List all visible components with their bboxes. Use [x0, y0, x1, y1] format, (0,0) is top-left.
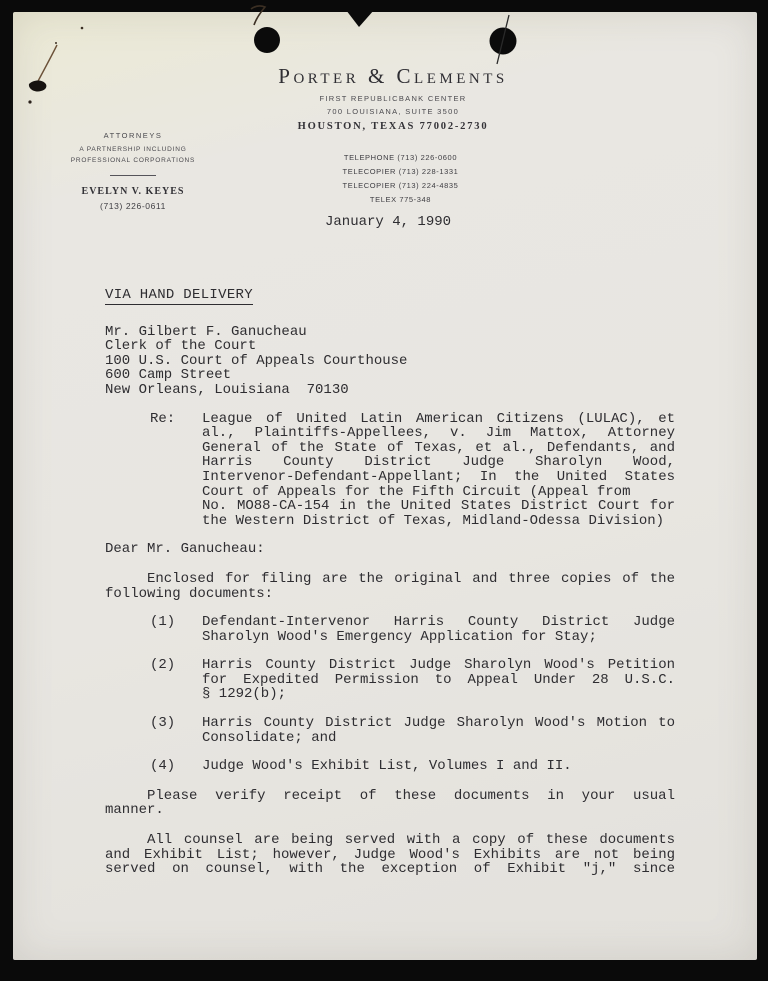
- text-line: Harris County District Judge Sharolyn Wood's Petition: [202, 657, 675, 674]
- delivery-method: [105, 288, 675, 303]
- letterhead: [13, 64, 757, 132]
- firm-name: Porter & Clements: [278, 64, 508, 88]
- text-line: Harris County District Judge Sharolyn Wood,: [202, 454, 675, 471]
- firm-street: 700 LOUISIANA, SUITE 3500: [326, 107, 460, 116]
- partnership-line-2: PROFESSIONAL CORPORATIONS: [70, 157, 196, 164]
- attorney-phone: (713) 226-0611: [100, 201, 166, 211]
- letter-body: [105, 288, 675, 877]
- text-line: § 1292(b);: [202, 686, 287, 703]
- text-line: Intervenor-Defendant-Appellant; In the United States: [202, 468, 675, 485]
- text-line: General of the State of Texas, et al., Defendants, and: [202, 439, 675, 456]
- telephone-line: TELEPHONE (713) 226-0600: [343, 153, 458, 162]
- text-line: Please verify receipt of these documents in your usual: [147, 787, 675, 804]
- text-line: Sharolyn Wood's Emergency Application for Stay;: [202, 628, 597, 645]
- recipient-name: Mr. Gilbert F. Ganucheau: [105, 323, 307, 340]
- text-line: Enclosed for filing are the original and three copies of the: [147, 570, 675, 587]
- recipient-title: Clerk of the Court: [105, 338, 257, 355]
- text-line: All counsel are being served with a copy of these documents: [147, 832, 675, 849]
- text-line: served on counsel, with the exception of Exhibit "j," since: [105, 861, 675, 878]
- re-text: [202, 412, 675, 529]
- list-number-4: (4): [150, 758, 176, 775]
- partnership-line-1: A PARTNERSHIP INCLUDING: [79, 146, 187, 153]
- list-number-1: (1): [150, 614, 176, 631]
- text-line: for Expedited Permission to Appeal Under 28 U.S.C.: [202, 671, 675, 688]
- list-text-2: [202, 658, 675, 702]
- attorney-name: EVELYN V. KEYES: [81, 186, 185, 197]
- salutation: Dear Mr. Ganucheau:: [105, 541, 265, 558]
- list-number-3: (3): [150, 715, 176, 732]
- telecopier-line-1: TELECOPIER (713) 228-1331: [342, 167, 459, 176]
- text-line: No. MO88-CA-154 in the United States District Court for: [202, 498, 675, 515]
- re-block: [105, 412, 675, 529]
- text-line: the Western District of Texas, Midland-Odessa Division): [202, 512, 665, 529]
- text-line: Court of Appeals for the Fifth Circuit (Appeal from: [202, 483, 631, 500]
- list-item-4: [105, 759, 675, 774]
- text-line: following documents:: [105, 585, 274, 602]
- text-line: manner.: [105, 802, 164, 819]
- list-text-1: [202, 615, 675, 644]
- list-item-2: [105, 658, 675, 702]
- text-line: Consolidate; and: [202, 729, 337, 746]
- paragraph-enclosed: [105, 572, 675, 601]
- attorneys-label: ATTORNEYS: [103, 131, 163, 140]
- recipient-address: [105, 325, 675, 398]
- paragraph-counsel: [105, 833, 675, 877]
- divider-rule: [110, 175, 156, 176]
- paragraph-verify: [105, 789, 675, 818]
- contacts-block: [313, 151, 488, 207]
- list-item-3: [105, 716, 675, 745]
- recipient-street-1: 100 U.S. Court of Appeals Courthouse: [105, 352, 408, 369]
- firm-city: HOUSTON, TEXAS 77002-2730: [297, 121, 489, 132]
- text-line: Harris County District Judge Sharolyn Wood's Motion to: [202, 715, 675, 732]
- list-item-1: [105, 615, 675, 644]
- recipient-street-2: 600 Camp Street: [105, 367, 232, 384]
- list-number-2: (2): [150, 657, 176, 674]
- recipient-city: New Orleans, Louisiana 70130: [105, 381, 349, 398]
- re-label: Re:: [150, 410, 176, 427]
- list-text-4: [202, 759, 675, 774]
- firm-building: FIRST REPUBLICBANK CENTER: [319, 94, 467, 103]
- text-line: al., Plaintiffs-Appellees, v. Jim Mattox, Attorney: [202, 425, 675, 442]
- text-line: League of United Latin American Citizens (LULAC), et: [202, 410, 675, 427]
- letter-page: [13, 12, 757, 960]
- telex-line: TELEX 775-348: [369, 195, 432, 204]
- delivery-method-text: VIA HAND DELIVERY: [105, 287, 253, 303]
- telecopier-line-2: TELECOPIER (713) 224-4835: [342, 181, 459, 190]
- list-text-3: [202, 716, 675, 745]
- text-line: and Exhibit List; however, Judge Wood's Exhibits are not being: [105, 846, 675, 863]
- attorneys-block: [53, 131, 213, 211]
- text-line: Defendant-Intervenor Harris County District Judge: [202, 614, 675, 631]
- text-line: Judge Wood's Exhibit List, Volumes I and II.: [202, 758, 572, 775]
- letter-date: January 4, 1990: [325, 214, 452, 230]
